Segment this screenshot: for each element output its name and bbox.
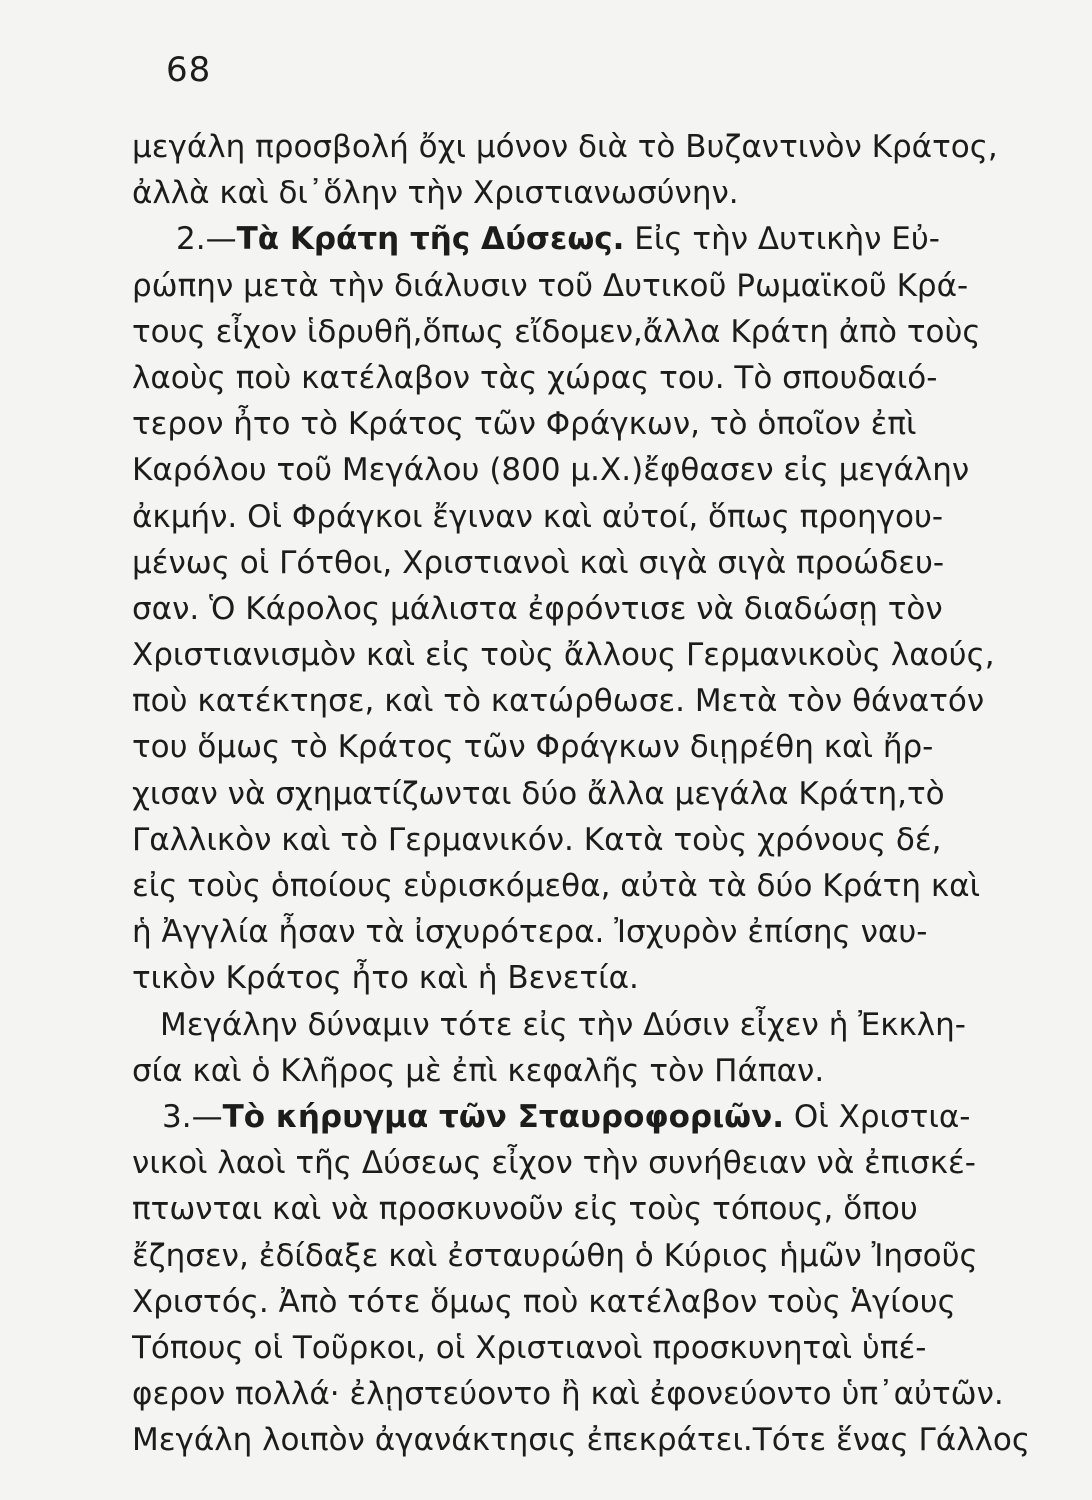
text-line: Χριστιανισμὸν καὶ εἰς τοὺς ἄλλους Γερμανικοὺς λαούς,	[132, 637, 995, 674]
text-line: φερον πολλά· ἐλῃστεύοντο ἢ καὶ ἐφονεύοντο ὑπ᾿αὐτῶν.	[132, 1376, 1004, 1413]
text-line: του ὅμως τὸ Κράτος τῶν Φράγκων διῃρέθη καὶ ἤρ-	[132, 729, 934, 766]
text-line: σία καὶ ὁ Κλῆρος μὲ ἐπὶ κεφαλῆς τὸν Πάπαν.	[132, 1052, 825, 1089]
text-line: μένως οἱ Γότθοι, Χριστιανοὶ καὶ σιγὰ σιγὰ προώδευ-	[132, 544, 945, 581]
text-line: ρώπην μετὰ τὴν διάλυσιν τοῦ Δυτικοῦ Ρωμαϊκοῦ Κρά-	[132, 267, 969, 304]
text-fragment: Εἰς τὴν Δυτικὴν Εὐ-	[624, 221, 940, 258]
text-line: ἔζησεν, ἐδίδαξε καὶ ἐσταυρώθη ὁ Κύριος ἡμῶν Ἰησοῦς	[132, 1237, 978, 1274]
section-3-paragraph	[132, 1094, 1044, 1464]
text-line: τους εἶχον ἱδρυθῆ,ὅπως εἴδομεν,ἄλλα Κράτη ἀπὸ τοὺς	[132, 313, 981, 350]
text-line: Χριστός. Ἀπὸ τότε ὅμως ποὺ κατέλαβον τοὺς Ἁγίους	[132, 1283, 956, 1320]
section-heading-line	[132, 1094, 1044, 1140]
section-number: 2.—	[176, 221, 237, 258]
section-number: 3.—	[162, 1098, 223, 1135]
body-text	[132, 124, 1044, 1463]
text-line: νικοὶ λαοὶ τῆς Δύσεως εἶχον τὴν συνήθειαν νὰ ἐπισκέ-	[132, 1145, 976, 1182]
text-line: χισαν νὰ σχηματίζωνται δύο ἄλλα μεγάλα Κράτη,τὸ	[132, 775, 945, 812]
text-line: Μεγάλην δύναμιν τότε εἰς τὴν Δύσιν εἶχεν ἡ Ἐκκλη-	[160, 1006, 966, 1043]
church-paragraph	[132, 1002, 1044, 1094]
text-line: Μεγάλη λοιπὸν ἀγανάκτησις ἐπεκράτει.Τότε ἕνας Γάλλος	[132, 1422, 1031, 1459]
text-line: λαοὺς ποὺ κατέλαβον τὰς χώρας του. Τὸ σπουδαιό-	[132, 359, 938, 396]
page-number: 68	[166, 50, 212, 90]
text-line: ποὺ κατέκτησε, καὶ τὸ κατώρθωσε. Μετὰ τὸν θάνατόν	[132, 683, 985, 720]
text-line: τικὸν Κράτος ἦτο καὶ ἡ Βενετία.	[132, 960, 639, 997]
text-line: ἀλλὰ καὶ δι᾿ὅλην τὴν Χριστιανωσύνην.	[132, 175, 739, 212]
text-line: τερον ἦτο τὸ Κράτος τῶν Φράγκων, τὸ ὁποῖον ἐπὶ	[132, 406, 917, 443]
text-line: σαν. Ὁ Κάρολος μάλιστα ἐφρόντισε νὰ διαδώσῃ τὸν	[132, 590, 943, 627]
text-line: εἰς τοὺς ὁποίους εὑρισκόμεθα, αὐτὰ τὰ δύο Κράτη καὶ	[132, 868, 981, 904]
section-heading: Τὸ κήρυγμα τῶν Σταυροφοριῶν.	[222, 1098, 785, 1135]
text-line: Τόπους οἱ Τοῦρκοι, οἱ Χριστιανοὶ προσκυνηταὶ ὑπέ-	[132, 1329, 927, 1366]
text-line: ἡ Ἀγγλία ἦσαν τὰ ἰσχυρότερα. Ἰσχυρὸν ἐπίσης ναυ-	[132, 914, 928, 951]
text-line: μεγάλη προσβολή ὄχι μόνον διὰ τὸ Βυζαντινὸν Κράτος,	[132, 129, 998, 165]
text-line: πτωνται καὶ νὰ προσκυνοῦν εἰς τοὺς τόπους, ὅπου	[132, 1191, 918, 1228]
section-heading: Τὰ Κράτη τῆς Δύσεως.	[236, 221, 625, 258]
text-line: ἀκμήν. Οἱ Φράγκοι ἔγιναν καὶ αὐτοί, ὅπως προηγου-	[132, 498, 944, 535]
text-fragment: Οἱ Χριστια-	[784, 1098, 971, 1135]
paragraph-continuation	[132, 124, 1044, 216]
section-heading-line	[132, 216, 1044, 262]
text-line: Γαλλικὸν καὶ τὸ Γερμανικόν. Κατὰ τοὺς χρόνους δέ,	[132, 821, 942, 858]
text-line: Καρόλου τοῦ Μεγάλου (800 μ.Χ.)ἔφθασεν εἰς μεγάλην	[132, 452, 970, 489]
section-2-paragraph	[132, 216, 1044, 1001]
